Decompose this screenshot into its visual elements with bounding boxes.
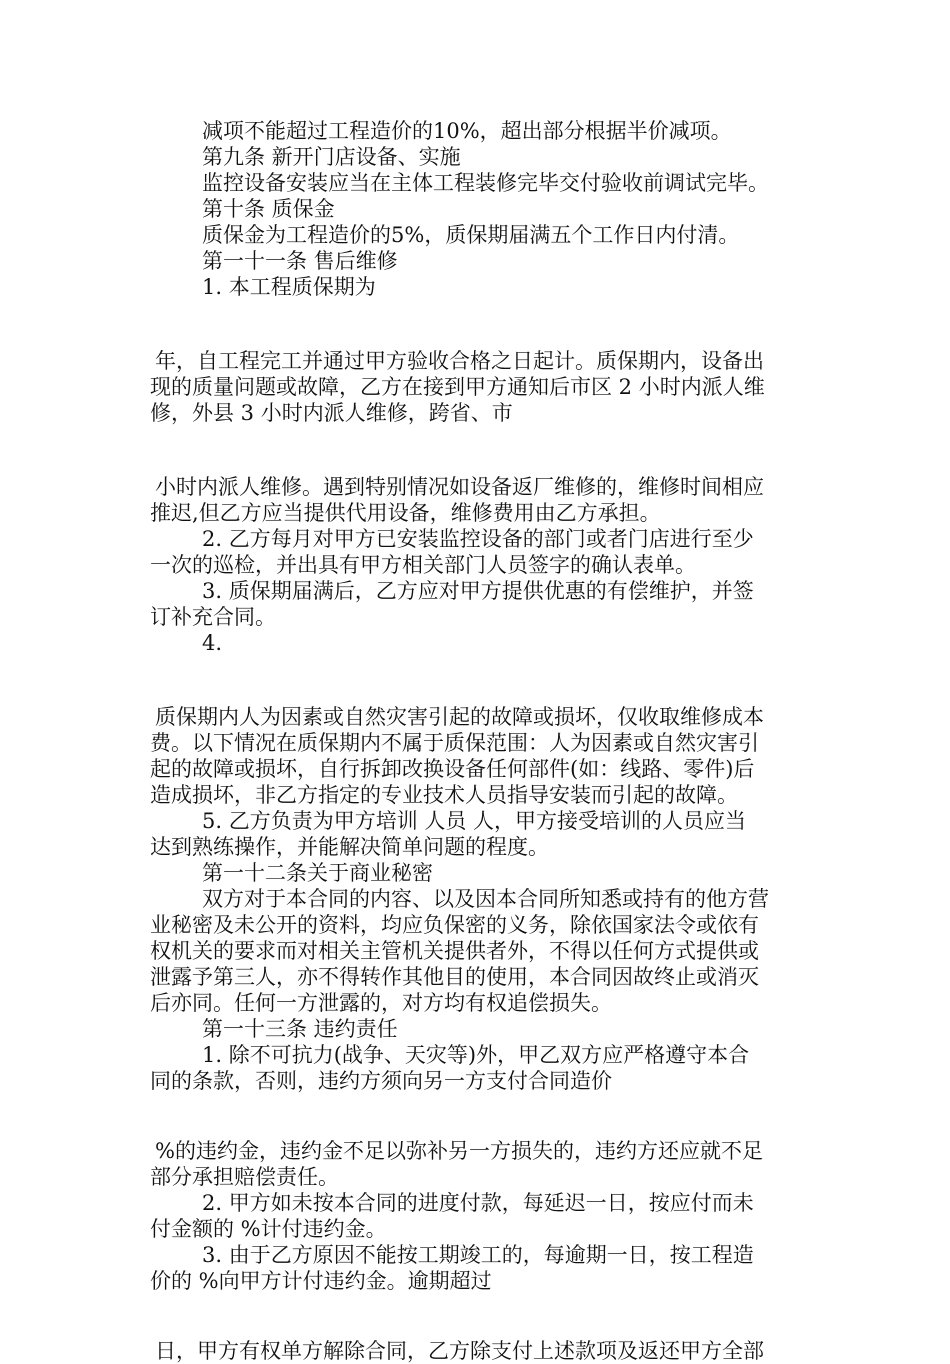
- document-page: [150, 118, 810, 1364]
- text-line: 权机关的要求而对相关主管机关提供者外，不得以任何方式提供或: [150, 939, 759, 963]
- text-line: 达到熟练操作，并能解决简单问题的程度。: [150, 835, 549, 859]
- text-line: 减项不能超过工程造价的10%，超出部分根据半价减项。: [202, 119, 732, 143]
- text-line: 泄露予第三人，亦不得转作其他目的使用，本合同因故终止或消灭: [150, 965, 759, 989]
- text-line: 日，甲方有权单方解除合同，乙方除支付上述款项及返还甲方全部: [155, 1339, 764, 1363]
- list-item: 1. 除不可抗力(战争、天灾等)外，甲乙双方应严格遵守本合: [202, 1043, 750, 1067]
- blank-gap: [150, 426, 810, 474]
- text-line: 造成损坏，非乙方指定的专业技术人员指导安装而引起的故障。: [150, 783, 738, 807]
- text-line: 业秘密及未公开的资料，均应负保密的义务，除依国家法令或依有: [150, 913, 759, 937]
- list-item: 4.: [202, 631, 223, 655]
- text-line: %的违约金，违约金不足以弥补另一方损失的，违约方还应就不足: [155, 1139, 763, 1163]
- section-heading: 第九条 新开门店设备、实施: [202, 145, 461, 169]
- text-line: 起的故障或损坏，自行拆卸改换设备任何部件(如：线路、零件)后: [150, 757, 755, 781]
- blank-gap: [150, 1094, 810, 1138]
- text-line: 双方对于本合同的内容、以及因本合同所知悉或持有的他方营: [202, 887, 769, 911]
- text-line: 费。以下情况在质保期内不属于质保范围：人为因素或自然灾害引: [150, 731, 759, 755]
- text-line: 质保期内人为因素或自然灾害引起的故障或损坏，仅收取维修成本: [155, 705, 764, 729]
- list-item: 5. 乙方负责为甲方培训 人员 人，甲方接受培训的人员应当: [202, 809, 747, 833]
- text-line: 修，外县 3 小时内派人维修，跨省、市: [150, 401, 513, 425]
- section-heading: 第一十一条 售后维修: [202, 249, 398, 273]
- text-line: 小时内派人维修。遇到特别情况如设备返厂维修的，维修时间相应: [155, 475, 764, 499]
- blank-gap: [150, 1294, 810, 1338]
- text-line: 一次的巡检，并出具有甲方相关部门人员签字的确认表单。: [150, 553, 696, 577]
- text-line: 部分承担赔偿责任。: [150, 1165, 339, 1189]
- text-line: 监控设备安装应当在主体工程装修完毕交付验收前调试完毕。: [202, 171, 769, 195]
- text-line: 订补充合同。: [150, 605, 276, 629]
- blank-gap: [150, 656, 810, 704]
- text-line: 质保金为工程造价的5%，质保期届满五个工作日内付清。: [202, 223, 740, 247]
- text-line: 年，自工程完工并通过甲方验收合格之日起计。质保期内，设备出: [155, 349, 764, 373]
- text-line: 同的条款，否则，违约方须向另一方支付合同造价: [150, 1069, 612, 1093]
- list-item: 2. 甲方如未按本合同的进度付款，每延迟一日，按应付而未: [202, 1191, 754, 1215]
- text-line: 后亦同。任何一方泄露的，对方均有权追偿损失。: [150, 991, 612, 1015]
- text-line: 付金额的 %计付违约金。: [150, 1217, 387, 1241]
- text-line: 推迟,但乙方应当提供代用设备，维修费用由乙方承担。: [150, 501, 661, 525]
- list-item: 1. 本工程质保期为: [202, 275, 376, 299]
- section-heading: 第十条 质保金: [202, 197, 335, 221]
- text-line: 价的 %向甲方计付违约金。逾期超过: [150, 1269, 492, 1293]
- section-heading: 第一十二条关于商业秘密: [202, 861, 433, 885]
- list-item: 3. 由于乙方原因不能按工期竣工的，每逾期一日，按工程造: [202, 1243, 754, 1267]
- section-heading: 第一十三条 违约责任: [202, 1017, 398, 1041]
- list-item: 3. 质保期届满后，乙方应对甲方提供优惠的有偿维护，并签: [202, 579, 754, 603]
- blank-gap: [150, 300, 810, 348]
- list-item: 2. 乙方每月对甲方已安装监控设备的部门或者门店进行至少: [202, 527, 754, 551]
- text-line: 现的质量问题或故障，乙方在接到甲方通知后市区 2 小时内派人维: [150, 375, 765, 399]
